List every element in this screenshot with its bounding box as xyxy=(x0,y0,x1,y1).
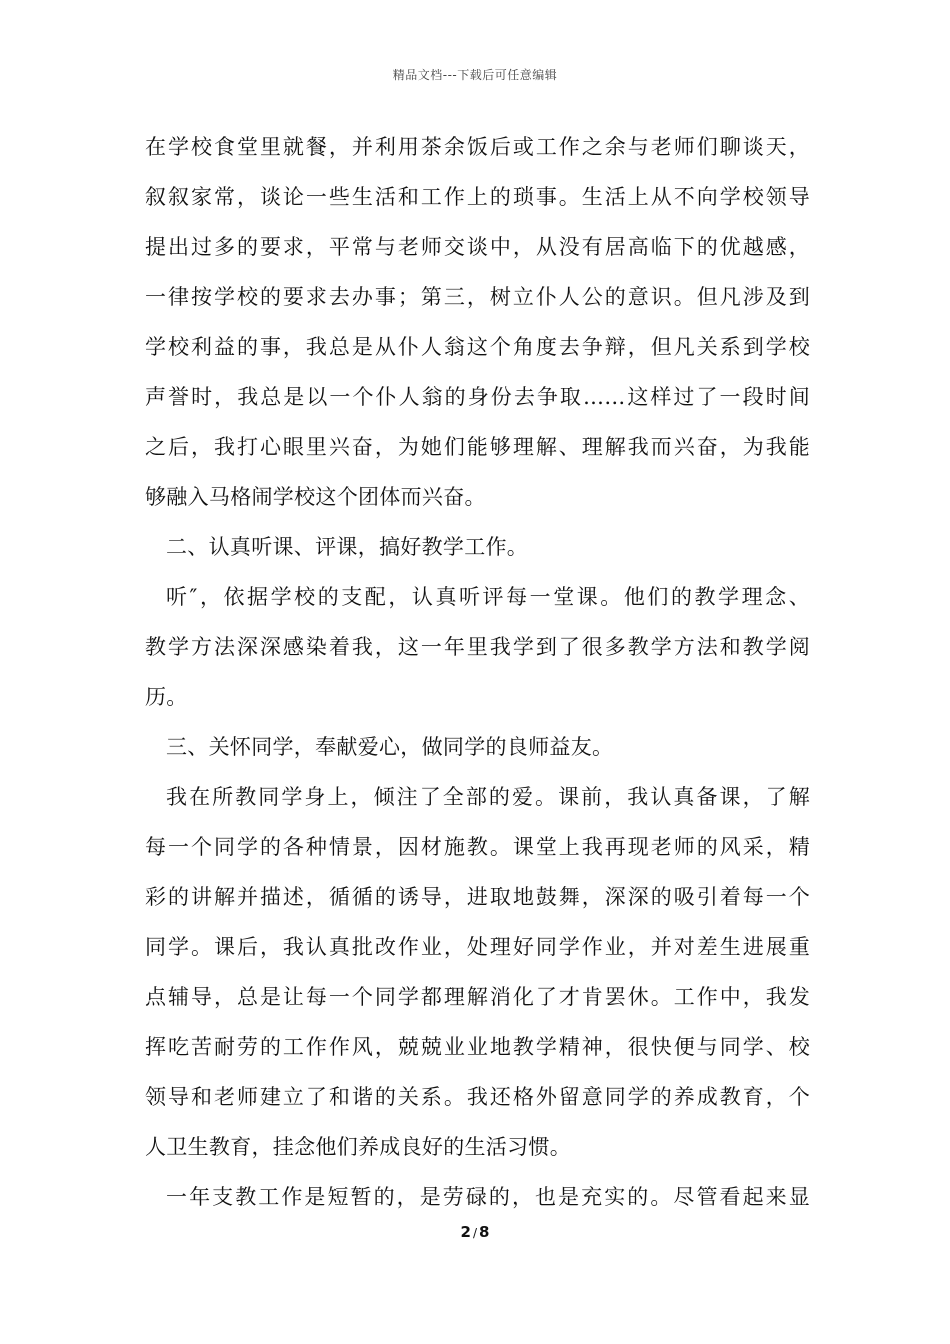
body-line-20: 领导和老师建立了和谐的关系。我还格外留意同学的养成教育，个 xyxy=(145,1085,810,1109)
body-line-19: 挥吃苦耐劳的工作作风，兢兢业业地教学精神，很快便与同学、校 xyxy=(145,1035,810,1059)
body-line-15: 每一个同学的各种情景，因材施教。课堂上我再现老师的风采，精 xyxy=(145,835,810,859)
body-line-1: 在学校食堂里就餐，并利用茶余饭后或工作之余与老师们聊谈天， xyxy=(145,135,810,159)
page-header: 精品文档---下载后可任意编辑 xyxy=(392,68,558,82)
current-page: 2 xyxy=(460,1223,471,1241)
body-line-12: 历。 xyxy=(145,685,188,709)
body-line-6: 声誉时，我总是以一个仆人翁的身份去争取……这样过了一段时间 xyxy=(145,385,810,409)
total-pages: 8 xyxy=(479,1223,490,1241)
document-body xyxy=(145,128,810,1228)
body-line-16: 彩的讲解并描述，循循的诱导，进取地鼓舞，深深的吸引着每一个 xyxy=(145,885,810,909)
page-number xyxy=(0,1223,950,1241)
body-line-5: 学校利益的事，我总是从仆人翁这个角度去争辩，但凡关系到学校 xyxy=(145,335,810,359)
page-separator: / xyxy=(472,1226,478,1240)
body-line-8: 够融入马格闹学校这个团体而兴奋。 xyxy=(145,485,486,509)
body-line-4: 一律按学校的要求去办事；第三，树立仆人公的意识。但凡涉及到 xyxy=(145,285,810,309)
body-line-17: 同学。课后，我认真批改作业，处理好同学作业，并对差生进展重 xyxy=(145,935,810,959)
body-line-21: 人卫生教育，挂念他们养成良好的生活习惯。 xyxy=(145,1135,571,1159)
section-heading-2: 二、认真听课、评课，搞好教学工作。 xyxy=(166,535,529,559)
body-line-2: 叙叙家常，谈论一些生活和工作上的琐事。生活上从不向学校领导 xyxy=(145,185,810,209)
body-line-18: 点辅导，总是让每一个同学都理解消化了才肯罢休。工作中，我发 xyxy=(145,985,810,1009)
body-line-7: 之后，我打心眼里兴奋，为她们能够理解、理解我而兴奋，为我能 xyxy=(145,435,810,459)
body-line-22: 一年支教工作是短暂的，是劳碌的，也是充实的。尽管看起来显 xyxy=(166,1185,810,1209)
body-line-14: 我在所教同学身上，倾注了全部的爱。课前，我认真备课，了解 xyxy=(166,785,810,809)
body-line-3: 提出过多的要求，平常与老师交谈中，从没有居高临下的优越感， xyxy=(145,235,810,259)
body-line-11: 教学方法深深感染着我，这一年里我学到了很多教学方法和教学阅 xyxy=(145,635,810,659)
section-heading-3: 三、关怀同学，奉献爱心，做同学的良师益友。 xyxy=(166,735,614,759)
body-line-10: 听″，依据学校的支配，认真听评每一堂课。他们的教学理念、 xyxy=(166,585,810,609)
